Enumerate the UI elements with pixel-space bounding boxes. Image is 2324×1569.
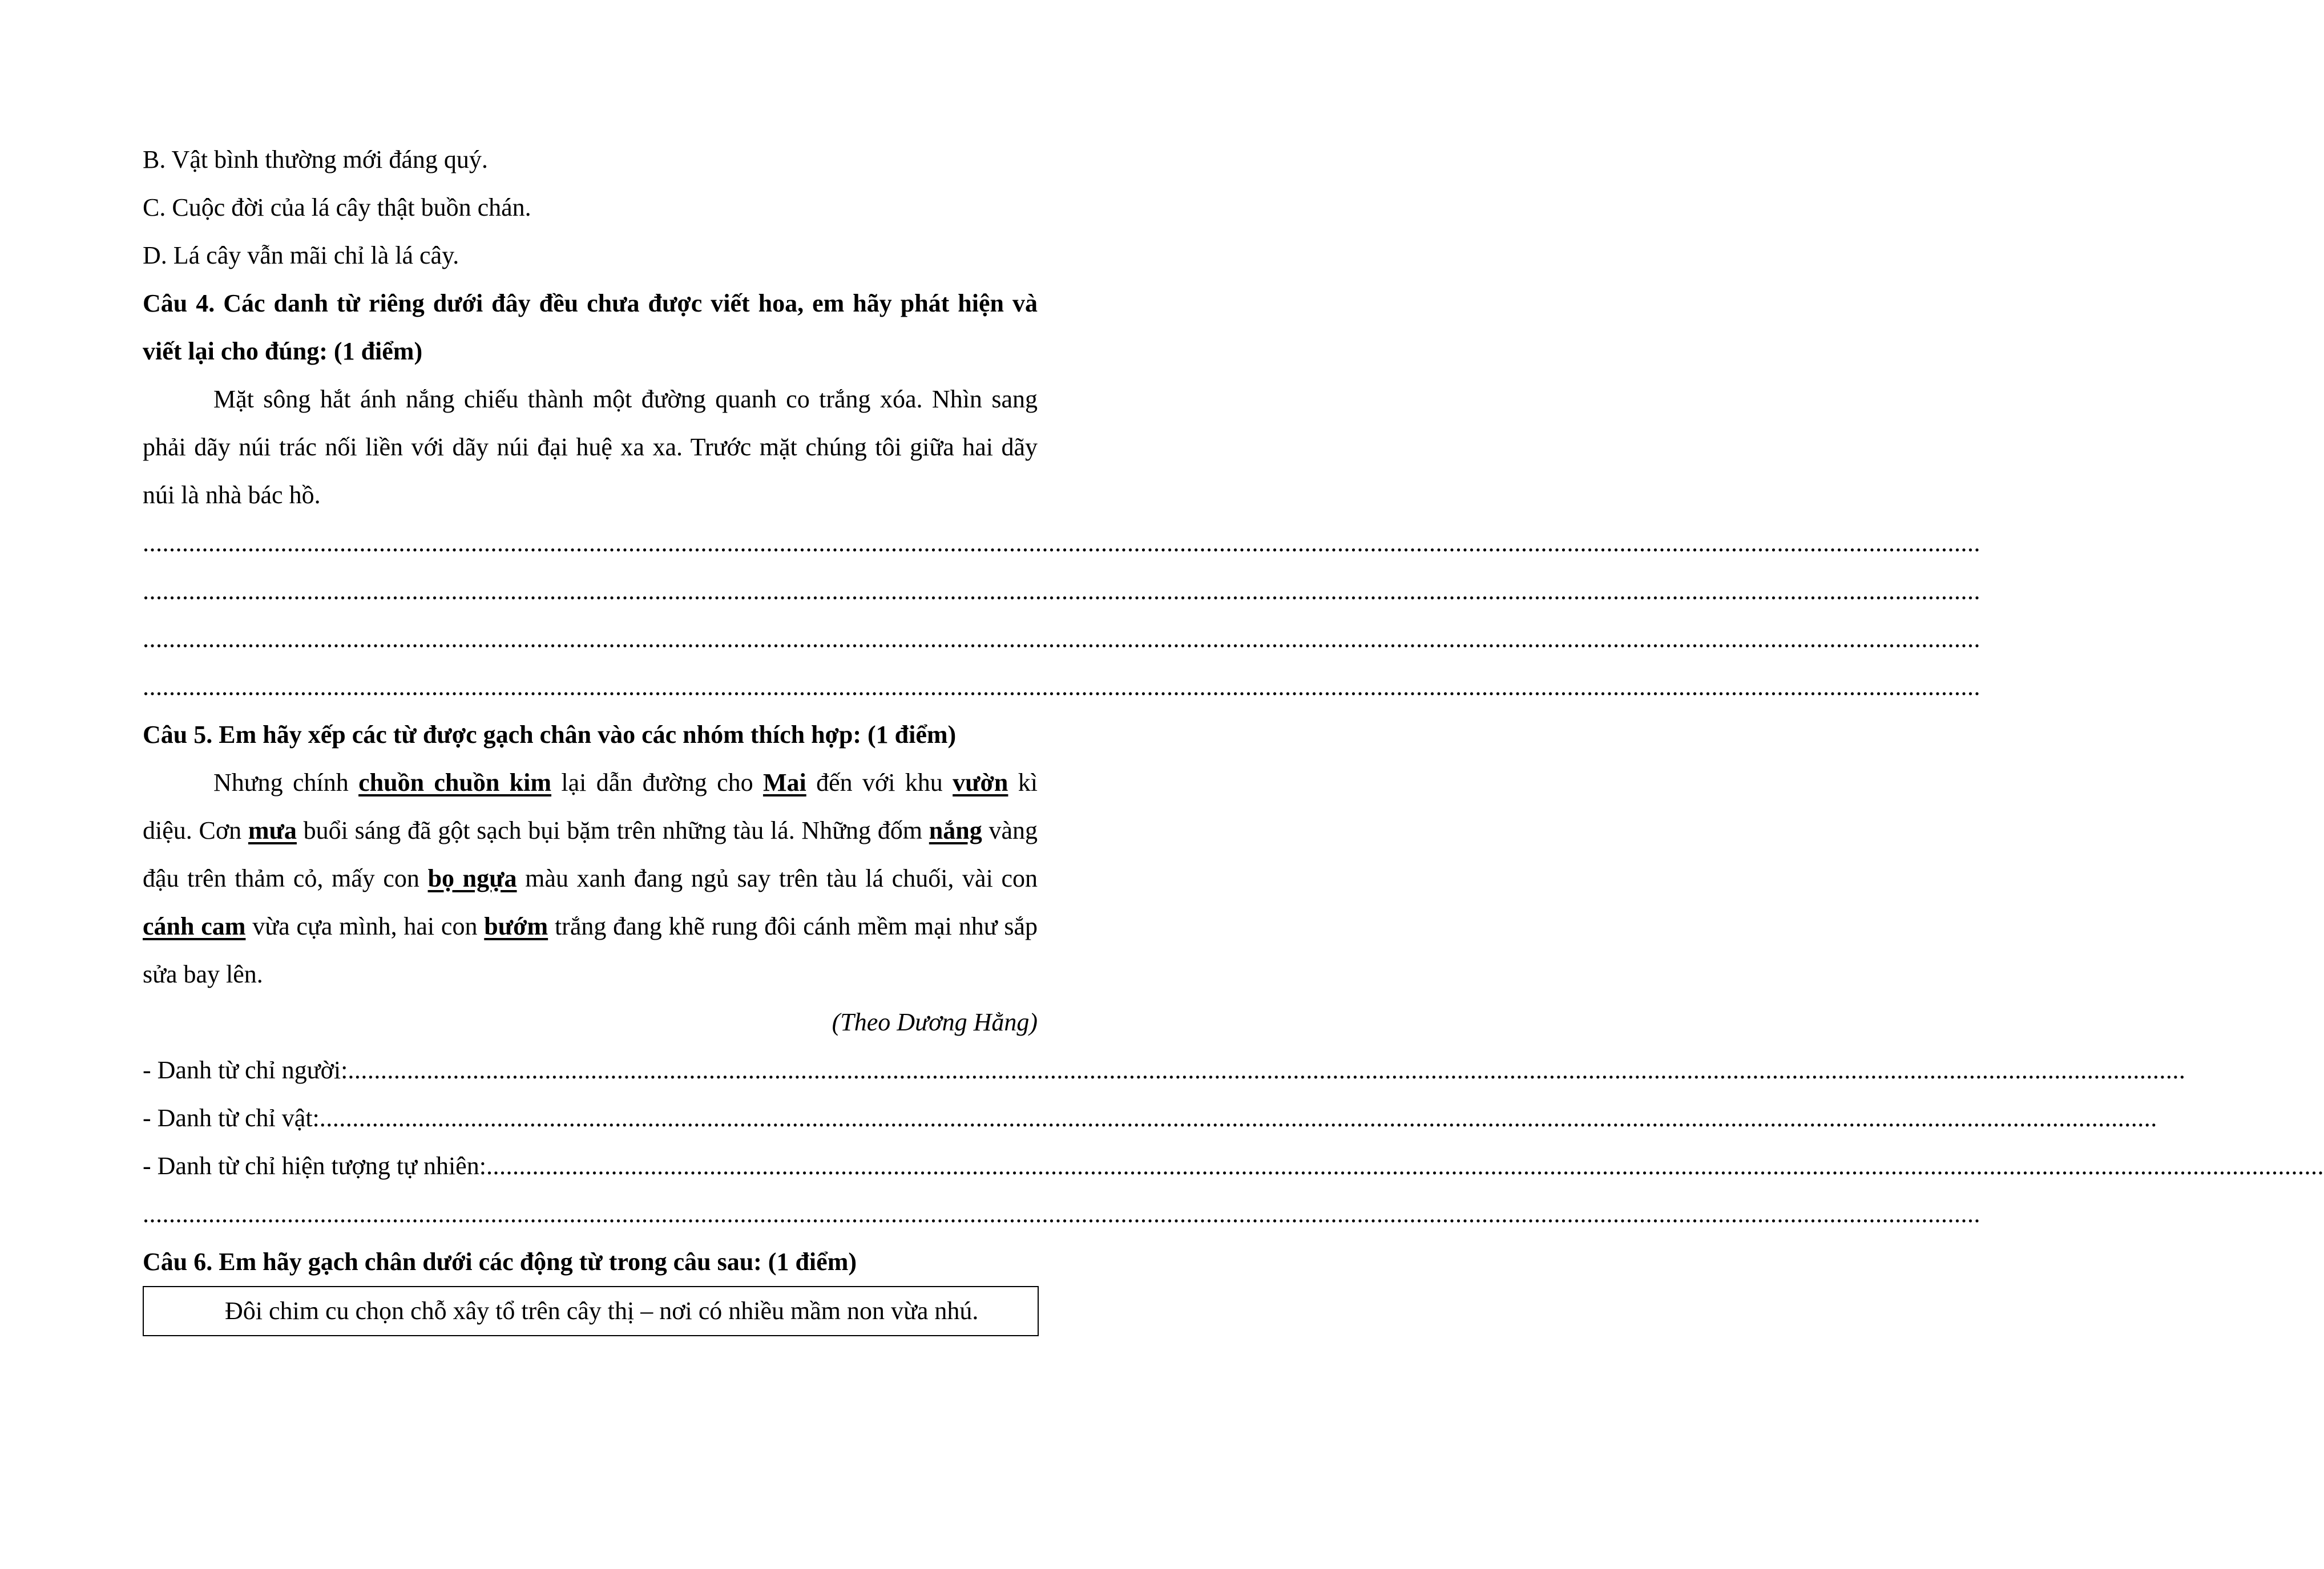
answer-fill[interactable]: ........................................................................................................................................................................................................................................................................................ [319,1104,2157,1132]
answer-fill[interactable]: ........................................................................................................................................................................................................................................................................................ [348,1056,2186,1084]
answer-row-label: - Danh từ chỉ hiện tượng tự nhiên: [143,1152,486,1180]
passage-text: vàng đậu trên thảm cỏ, mấy con [143,816,1038,892]
passage-text: lại dẫn đường cho [551,769,763,796]
underlined-word: nắng [929,816,982,844]
sentence-box [143,1286,1039,1336]
option-b: B. Vật bình thường mới đáng quý. [143,145,488,173]
answer-row-nature-nouns[interactable] [143,1142,2324,1190]
passage-text: Nhưng chính [213,769,359,796]
option-c: C. Cuộc đời của lá cây thật buồn chán. [143,193,531,221]
passage-text: đến với khu [806,769,953,796]
answer-line[interactable]: ........................................................................................................................................................................................................................................................................................ [143,577,1980,605]
underlined-word: cánh cam [143,912,246,940]
underlined-word: Mai [762,769,806,796]
question-4-passage: Mặt sông hắt ánh nắng chiếu thành một đường quanh co trắng xóa. Nhìn sang phải dãy núi trác nối liền với dãy núi đại huệ xa xa. Trước mặt chúng tôi giữa hai dãy núi là nhà bác hồ. [143,385,1038,509]
answer-line[interactable]: ........................................................................................................................................................................................................................................................................................ [143,1200,1980,1228]
answer-line[interactable]: ........................................................................................................................................................................................................................................................................................ [143,673,1980,701]
passage-text: buổi sáng đã gột sạch bụi bặm trên những tàu lá. Những đốm [296,816,929,844]
option-d: D. Lá cây vẫn mãi chỉ là lá cây. [143,241,459,269]
question-5-title: Câu 5. Em hãy xếp các từ được gạch chân vào các nhóm thích hợp: (1 điểm) [143,721,957,749]
passage-text: màu xanh đang ngủ say trên tàu lá chuối, vài con [517,864,1038,892]
answer-row-person-nouns[interactable] [143,1046,2186,1094]
question-6-title: Câu 6. Em hãy gạch chân dưới các động từ trong câu sau: (1 điểm) [143,1248,857,1276]
answer-row-thing-nouns[interactable] [143,1094,2157,1142]
underlined-word: chuồn chuồn kim [358,769,552,796]
underlined-word: bọ ngựa [427,864,517,892]
question-4-title: Câu 4. Các danh từ riêng dưới đây đều chưa được viết hoa, em hãy phát hiện và viết lại cho đúng: (1 điểm) [143,289,1038,365]
question-5-passage [143,759,1038,998]
passage-text: vừa cựa mình, hai con [245,912,485,940]
passage-text: kì diệu. Cơn [143,769,1038,844]
answer-line[interactable]: ........................................................................................................................................................................................................................................................................................ [143,529,1980,557]
answer-row-label: - Danh từ chỉ vật: [143,1104,320,1132]
underlined-word: vườn [953,769,1008,796]
answer-line[interactable]: ........................................................................................................................................................................................................................................................................................ [143,625,1980,653]
answer-row-label: - Danh từ chỉ người: [143,1056,348,1084]
worksheet-page [143,136,2324,1336]
passage-text: trắng đang khẽ rung đôi cánh mềm mại như sắp sửa bay lên. [143,912,1038,988]
underlined-word: bướm [484,912,548,940]
question-6-sentence[interactable]: Đôi chim cu chọn chỗ xây tổ trên cây thị – nơi có nhiều mầm non vừa nhú. [225,1297,979,1325]
passage-source: (Theo Dương Hằng) [832,1008,1038,1036]
underlined-word: mưa [248,816,297,844]
answer-fill[interactable]: ........................................................................................................................................................................................................................................................................................ [486,1152,2324,1180]
